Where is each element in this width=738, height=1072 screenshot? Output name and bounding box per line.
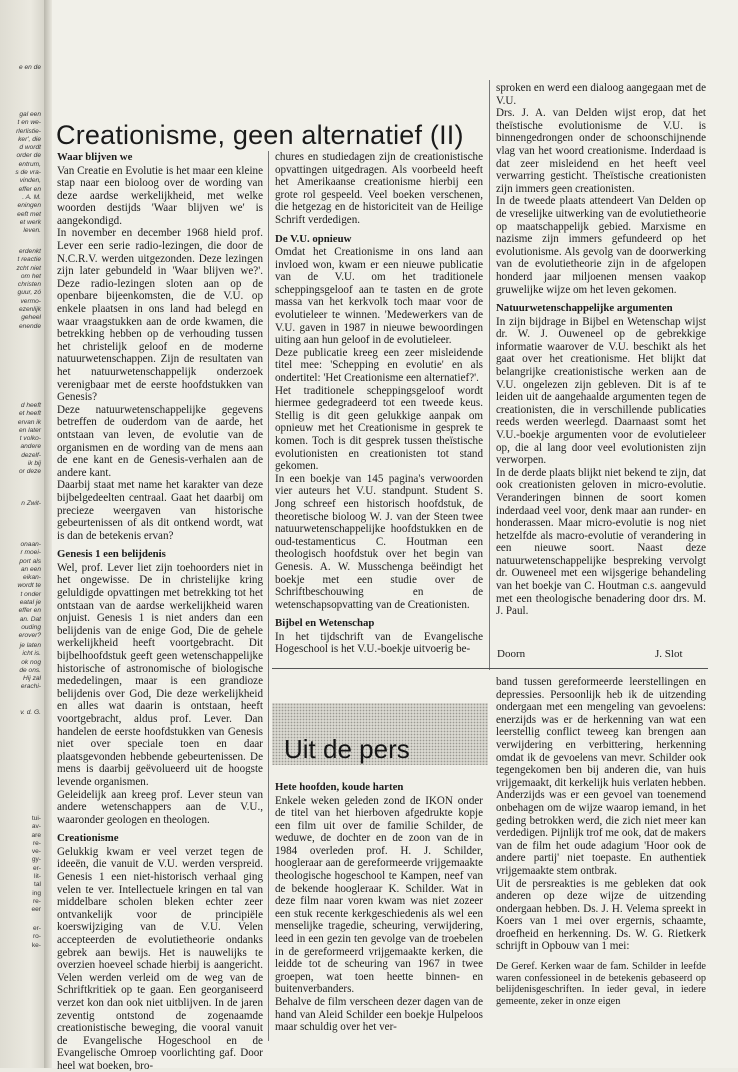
page-gutter [44,0,52,1068]
paragraph: Deze publicatie kreeg een zeer misleidende titel mee: 'Schepping en evolutie' en als ondertitel: 'Het Creationisme een alternatief?'. [275,346,483,384]
paragraph: In november en december 1968 hield prof. Lever een serie radio-lezingen, die door de N.C.R.V. werden uitgezonden. Deze lezingen zijn later gebundeld in 'Waar blijven we?'. Deze radio-lezingen sloten aan op de openbare bijeenkomsten, die de V.U. op enkele plaatsen in ons land had belegd en waar vraagstukken aan de orde kwamen, die betrekking hebben op de verhouding tussen het christelijk geloof en de moderne natuurwetenschappen. Zijn de resultaten van het natuurwetenschappelijk onderzoek verenigbaar met de eerste hoofdstukken van Genesis? [57,227,263,404]
section-heading: De V.U. opnieuw [275,232,352,245]
paragraph: Wel, prof. Lever liet zijn toehoorders niet in het ongewisse. De in christelijke kring geluldigde opvattingen met betrekking tot het ontstaan van de aardse werkelijkheid waren onjuist. Genesis 1 is niet anders dan een belijdenis van de enige God, Die de gehele werkelijkheid heeft voortgebracht. Dit bijbelhoofdstuk geeft geen wetenschappelijke historische of astronomische of biologische mededelingen, maar is een grandioze belijdenis over God, Die deze werkelijkheid en alles wat daarin is ontstaan, heeft voortgebracht, aldus prof. Lever. Dan handelen de eerste hoofdstukken van Genesis niet over speciale toen en daar plaatsgevonden hebbende gebeurtenissen. De mens is daarbij geëvolueerd uit de hoogste levende organismen. [57,561,263,788]
prev-fragment: d heeft et heeft ervan ik en later t volko- andere dezelf- ik bij or deze [17,402,41,476]
prev-fragment: erdenkt t reactie zcht niet om het christen guur, zó vermo- ezenlijk geheel enende [16,248,41,330]
prev-fragment: je laten icht is. ok nog de ons. Hij zal erachi- [19,642,41,691]
paragraph: Behalve de film verscheen dezer dagen van de hand van Aleid Schilder een boekje Hulpeloos maar schuldig over het ver- [275,996,483,1034]
column-rule [268,151,269,1041]
paragraph: In het tijdschrift van de Evangelische Hogeschool is het V.U.-boekje uitvoerig be- [275,630,483,656]
section-divider [272,668,708,669]
paragraph: Daarbij staat met name het karakter van deze bijbelgedeelten centraal. Gaat het daarbij om precieze weergaven van historische gebeurtenissen of als dit ontkend wordt, wat is dan de betekenis ervan? [57,479,263,542]
author-location: Doorn [497,648,526,660]
section-heading: Natuurwetenschappelijke argumenten [496,302,673,315]
section-title: Uit de pers [284,734,410,764]
paragraph: Van Creatie en Evolutie is het maar een kleine stap naar een bioloog over de wording van deze aardse werkelijkheid, met welke woorden destijds 'Waar blijven we' is aangekondigd. [57,164,263,227]
prev-fragment: n Zwit- [21,500,41,507]
prev-fragment: onaan- r moei- port als an een eikan- wordt te t onder eatal je effer en an. Dat ouding erover? [17,541,41,640]
paragraph: Omdat het Creationisme in ons land aan invloed won, kwam er een nieuwe publicatie van de V.U. om het traditionele scheppingsgeloof aan te tasten en de grote massa van het kerkvolk toch maar voor de evolutieleer te winnen. 'Medewerkers van de V.U. gaven in 1987 in nieuwe bewoordingen uiting aan hun geloof in de evolutieleer. [275,246,483,347]
prev-fragment: v. d. G. [20,709,41,716]
prev-fragment: gal een t en we- rlerlistie- ker', die d wordt order de entrum, s de vra- vinden, effer en . A. M. eningen eeft met et werk leven. [15,111,41,235]
paragraph: In de tweede plaats attendeert Van Delden op de vreselijke uitwerking van de evolutietheorie op maatschappelijk gebied. Marxisme en nazisme zijn immers gefundeerd op het evolutionisme. Als gevolg van de doorwerking van de evolutietheorie zijn in de afgelopen honderd jaar miljoenen mensen vaakop gruwelijke wijze om het leven gekomen. [496,195,706,296]
section-heading: Hete hoofden, koude harten [275,781,404,793]
prev-fragment: e en de [19,64,41,71]
article-column-1 [57,151,263,1072]
paragraph: Gelukkig kwam er veel verzet tegen de ideeën, die vanuit de V.U. werden verspreid. Genesis 1 een niet-historisch verhaal ging velen te ver. Intellectuele kringen en tal van middelbare scholen bleken echter zeer ontvankelijk voor de principiële koerswijziging van de V.U. Velen accepteerden de evolutietheorie ondanks gebrek aan bewijs. Het is nauwelijks te overzien hoeveel schade hierbij is aangericht. Velen werden verleid om de weg van de Schriftkritiek op te gaan. Een georganiseerd verzet kon dan ook niet uitblijven. In de jaren zeventig ontstond de zogenaamde creationistische beweging, die vooral vanuit de Evangelische Hogeschool en de Evangelische Omroep voorlichting gaf. Door heel wat boeken, bro- [57,845,263,1072]
section-heading: Bijbel en Wetenschap [275,617,375,630]
paragraph: Uit de persreakties is me gebleken dat ook anderen op deze wijze de uitzending ondergaan hebben. Ds. J. H. Velema spreekt in Koers van 1 mei over ergernis, schaamte, droefheid en herkenning. Ds. W. G. Rietkerk schrijft in Opbouw van 1 mei: [496,877,706,953]
section-heading: Genesis 1 een belijdenis [57,548,166,561]
prev-fragment: er- ro- ke- [31,925,41,949]
paragraph: Deze natuurwetenschappelijke gegevens betreffen de ouderdom van de aarde, het ontstaan van leven, de evolutie van de organismen en de wording van de mens aan de ene kant en de Genesis-verhalen aan de andere kant. [57,403,263,479]
prev-fragment: tui- av- are re- ve- gy- er- lit- tal ing re- eer [31,815,41,914]
paragraph: band tussen gereformeerde leerstellingen en depressies. Persoonlijk heb ik de uitzending ondergaan met een mengeling van gevoelens: enerzijds was er de herkenning van wat een leerstellig conflict teweeg kan brengen aan verwijdering en verbittering, herkenning omdat ik de gevoelens van mevr. Schilder ook tegengekomen ben bij anderen die, van huis vrijgemaakt, dit kerkelijk huis verlaten hebben. Anderzijds was er een gevoel van toenemend onbehagen om de wijze waarop iemand, in het geding betrokken werd, die zich niet meer kan verdedigen. Pijnlijk trof me ook, dat de makers van de film het oude adagium 'Hoor ook de andere partij' niet toepaste. En authentiek vrijgemaakte stem ontbrak. [496,676,706,877]
previous-page-edge [0,0,44,1068]
article-column-3 [496,82,706,644]
paragraph: In een boekje van 145 pagina's verwoorden vier auteurs het V.U. standpunt. Student S. Jong schreef een historisch hoofdstuk, de theoretische bioloog W. J. van der Steen twee natuurwetenschappelijke hoofdstukken en de oud-testamenticus C. Houtman een theologisch hoofdstuk over het begin van Genesis. A. W. Musschenga beëindigt het boekje met een studie over de Schriftbeschouwing en de wetenschapsopvatting van de Creationisten. [275,472,483,611]
paragraph: sproken en werd een dialoog aangegaan met de V.U. [496,82,706,107]
paragraph: Drs. J. A. van Delden wijst erop, dat het theïstische evolutionisme de V.U. is binnengedrongen onder de schoonschijnende vlag van het woord creationisme. Inderdaad is dat zeer misleidend en het heeft veel verwarring gesticht. Theïstische creationisten zijn immers geen creationisten. [496,107,706,195]
press-column-1 [275,781,483,1036]
quote-paragraph: De Geref. Kerken waar de fam. Schilder in leefde waren confessioneel in de betekenis gebaseerd op belijdenisgeschriften. In ieder geval, in iedere gemeente, zeker in onze eigen [496,961,706,1007]
paragraph: In de derde plaats blijkt niet bekend te zijn, dat ook creationisten geloven in micro-evolutie. Veranderingen binnen de soort komen inderdaad veel voor, denk maar aan runder- en honderassen. Maar micro-evolutie is nog niet hetzelfde als macro-evolutie of verandering in een nieuwe soort. Naast deze natuurwetenschappelijke bespreking vervolgt dr. Ouweneel met een wijsgerige behandeling van het boekje van C. Houtman c.s. aangevuld met een theologische benadering door drs. M. J. Paul. [496,466,706,618]
paragraph: Geleidelijk aan kreeg prof. Lever steun van andere wetenschappers aan de V.U., waaronder geologen en theologen. [57,788,263,826]
section-heading: Waar blijven we [57,151,133,163]
section-heading: Creationisme [57,832,119,845]
paragraph: In zijn bijdrage in Bijbel en Wetenschap wijst dr. W. J. Ouweneel op de gebrekkige informatie waarover de V.U. beschikt als het gaat over het creationisme. Het blijkt dat belangrijke creationistische werken aan de V.U. ongelezen zijn gebleven. Dit is af te leiden uit de aangehaalde argumenten tegen de creationisten, die in verschillende publicaties reeds werden weerlegd. Daarnaast somt het V.U.-boekje argumenten voor de evolutieleer op, die al lang door veel evolutionisten zijn verworpen. [496,315,706,467]
press-column-2 [496,676,706,1036]
column-rule [489,80,490,670]
author-name: J. Slot [655,648,683,660]
article-column-2 [275,151,483,656]
article-title: Creationisme, geen alternatief (II) [56,120,464,150]
paragraph: chures en studiedagen zijn de creationistische opvattingen uitgedragen. Als voorbeeld heeft het Amerikaanse creationisme hierbij een grote rol gespeeld. Veel boeken verschenen, die hetgezag en de historiciteit van de Heilige Schrift verdedigen. [275,151,483,226]
paragraph: Het traditionele scheppingsgeloof wordt hiermee gedegradeerd tot een tweede keus. Stellig is dit geen gelukkige aanpak om opnieuw met het Creationisme in gesprek te komen. Toch is dit gesprek tussen theïstische evolutionisten en creationisten tot stand gekomen. [275,384,483,473]
paragraph: Enkele weken geleden zond de IKON onder de titel van het hierboven afgedrukte kopje een film uit over de familie Schilder, de weduwe, de dochter en de zoon van de in 1984 overleden prof. H. J. Schilder, hoogleraar aan de gereformeerde vrijgemaakte theologische hogeschool te Kampen, neef van de bekende hoogleraar K. Schilder. Wat in deze film naar voren kwam was niet zozeer een stuk recente kerkgeschiedenis als wel een menselijke tragedie, scheuring, verwijdering, leed in een gezin ten gevolge van de troebelen in de gereformeerd vrijgemaakte kerken, die leidde tot de scheuring van 1967 in twee groepen, wat toen heette binnen- en buitenverbanders. [275,794,483,996]
